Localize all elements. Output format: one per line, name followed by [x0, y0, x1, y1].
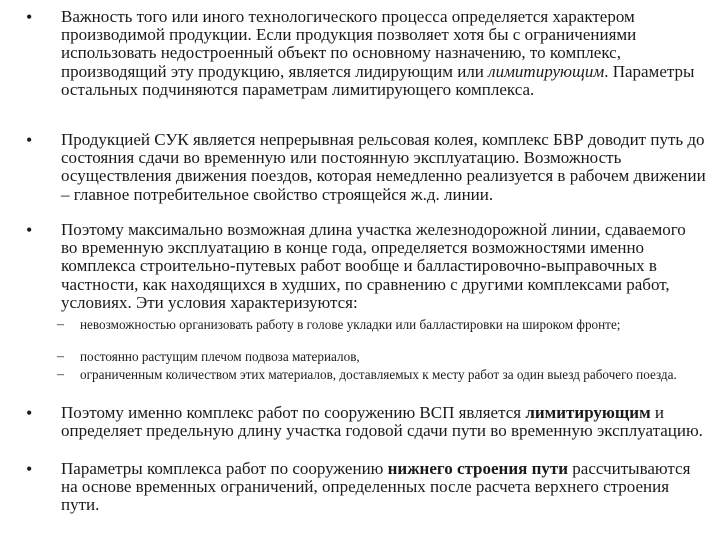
bullet-text-part: рассчитываются на основе временных ограничений, определенных после расчета верхнего строения пути.: [61, 459, 691, 515]
bullet-marker: •: [26, 459, 33, 479]
sub-item-text: невозможностью организовать работу в голове укладки или балластировки на широком фронте;: [80, 317, 621, 332]
bullet-text-part: и определяет предельную длину участка годовой сдачи пути во временную эксплуатацию.: [61, 403, 703, 441]
bullet-marker: •: [26, 130, 33, 150]
bullet-text: Поэтому максимально возможная длина участка железнодорожной линии, сдаваемого во временную эксплуатацию в конце года, определяется возможностями именно комплекса строительно-путевых работ вообще и балластировочно-выправочных в частности, как находящихся в худших, по сравнению с другими комплексами работ, условиях. Эти условия характеризуются:: [61, 220, 686, 312]
bullet-text-part: Поэтому именно комплекс работ по сооружению ВСП является: [61, 403, 526, 422]
bullet-marker: •: [26, 403, 33, 423]
dash-marker: –: [57, 367, 64, 382]
sub-item-text: постоянно растущим плечом подвоза материалов,: [80, 349, 360, 364]
bold-term: нижнего строения пути: [387, 459, 569, 478]
bullet-text-part: Важность того или иного технологического процесса определяется характером производимой продукции. Если продукция позволяет хотя бы с ограничениями использовать недостроенный объект по основному назначению, то комплекс, производящий эту продукцию, является лидирующим или: [61, 7, 637, 81]
dash-marker: –: [57, 349, 64, 364]
bullet-marker: •: [26, 7, 33, 27]
sub-item-text: ограниченным количеством этих материалов, доставляемых к месту работ за один выезд рабочего поезда.: [80, 367, 677, 382]
bullet-text-part: . Параметры остальных подчиняются параметрам лимитирующего комплекса.: [61, 61, 695, 99]
italic-term: лимитирующим: [488, 61, 605, 81]
bullet-marker: •: [26, 220, 33, 240]
bold-term: лимитирующим: [525, 403, 651, 422]
bullet-text: [61, 460, 706, 515]
bullet-text: Продукцией СУК является непрерывная рельсовая колея, комплекс БВР доводит путь до состояния сдачи во временную или постоянную эксплуатацию. Возможность осуществления движения поездов, которая немедленно реализуется в рабочем движении – главное потребительное свойство строящейся ж.д. линии.: [61, 130, 706, 204]
bullet-text-part: Параметры комплекса работ по сооружению: [61, 459, 388, 478]
bullet-text: [61, 404, 706, 440]
bullet-text: [61, 8, 706, 99]
dash-marker: –: [57, 317, 64, 332]
